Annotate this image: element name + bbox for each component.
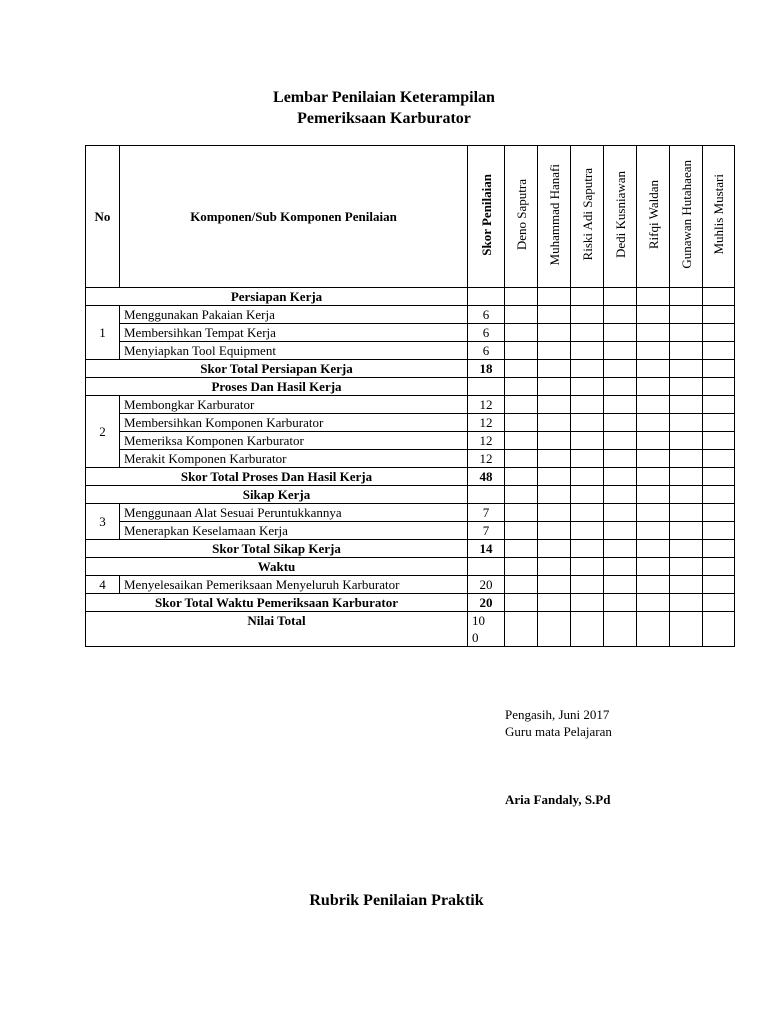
student-score-cell — [703, 288, 735, 306]
student-score-cell — [670, 414, 703, 432]
student-score-cell — [604, 342, 637, 360]
section-total-score: 20 — [468, 594, 505, 612]
student-score-cell — [637, 342, 670, 360]
row-number: 1 — [86, 306, 120, 360]
criterion-score: 7 — [468, 504, 505, 522]
section-heading: Waktu — [86, 558, 468, 576]
student-score-cell — [571, 612, 604, 647]
signature-place-date: Pengasih, Juni 2017 — [505, 707, 610, 722]
criterion-label: Menggunaan Alat Sesuai Peruntukkannya — [120, 504, 468, 522]
student-score-cell — [604, 288, 637, 306]
student-score-cell — [505, 612, 538, 647]
student-score-cell — [505, 414, 538, 432]
student-score-cell — [703, 342, 735, 360]
student-score-cell — [538, 522, 571, 540]
student-score-cell — [538, 594, 571, 612]
student-score-cell — [571, 558, 604, 576]
student-score-cell — [604, 612, 637, 647]
criterion-label: Memeriksa Komponen Karburator — [120, 432, 468, 450]
student-score-cell — [571, 396, 604, 414]
section-total-score: 18 — [468, 360, 505, 378]
section-heading-score — [468, 486, 505, 504]
section-total-label: Skor Total Proses Dan Hasil Kerja — [86, 468, 468, 486]
student-score-cell — [571, 594, 604, 612]
section-heading-score — [468, 378, 505, 396]
student-score-cell — [670, 468, 703, 486]
student-score-cell — [604, 324, 637, 342]
student-score-cell — [538, 342, 571, 360]
student-score-cell — [670, 288, 703, 306]
student-score-cell — [703, 468, 735, 486]
student-score-cell — [604, 522, 637, 540]
student-score-cell — [571, 504, 604, 522]
student-score-cell — [637, 414, 670, 432]
student-score-cell — [538, 576, 571, 594]
student-score-cell — [538, 288, 571, 306]
header-student: Muhlis Mustari — [703, 146, 735, 288]
student-score-cell — [505, 594, 538, 612]
student-score-cell — [538, 306, 571, 324]
header-student: Muhammad Hanafi — [538, 146, 571, 288]
table-row — [86, 504, 735, 522]
student-score-cell — [538, 540, 571, 558]
student-score-cell — [703, 486, 735, 504]
criterion-label: Menggunakan Pakaian Kerja — [120, 306, 468, 324]
student-score-cell — [538, 486, 571, 504]
student-score-cell — [637, 396, 670, 414]
student-score-cell — [505, 306, 538, 324]
table-row — [86, 414, 735, 432]
student-score-cell — [538, 378, 571, 396]
criterion-label: Membersihkan Komponen Karburator — [120, 414, 468, 432]
assessment-table — [85, 145, 735, 647]
student-score-cell — [604, 414, 637, 432]
section-heading-score — [468, 558, 505, 576]
student-score-cell — [637, 576, 670, 594]
grand-total-label: Nilai Total — [86, 612, 468, 647]
student-score-cell — [637, 324, 670, 342]
student-score-cell — [703, 594, 735, 612]
criterion-score: 12 — [468, 432, 505, 450]
student-score-cell — [637, 540, 670, 558]
section-heading: Proses Dan Hasil Kerja — [86, 378, 468, 396]
student-score-cell — [670, 486, 703, 504]
student-score-cell — [604, 396, 637, 414]
student-score-cell — [604, 504, 637, 522]
section-total-label: Skor Total Sikap Kerja — [86, 540, 468, 558]
student-score-cell — [571, 540, 604, 558]
student-score-cell — [670, 612, 703, 647]
student-score-cell — [538, 612, 571, 647]
student-score-cell — [670, 360, 703, 378]
table-row — [86, 342, 735, 360]
criterion-score: 7 — [468, 522, 505, 540]
student-score-cell — [670, 558, 703, 576]
student-score-cell — [703, 378, 735, 396]
student-score-cell — [571, 324, 604, 342]
student-score-cell — [505, 468, 538, 486]
student-score-cell — [571, 306, 604, 324]
student-score-cell — [505, 504, 538, 522]
student-score-cell — [604, 378, 637, 396]
student-score-cell — [703, 396, 735, 414]
document-title: Lembar Penilaian Keterampilan — [273, 89, 495, 106]
student-score-cell — [538, 558, 571, 576]
student-score-cell — [505, 342, 538, 360]
student-score-cell — [637, 504, 670, 522]
student-score-cell — [571, 576, 604, 594]
student-score-cell — [703, 414, 735, 432]
header-student: Gunawan Hutahaean — [670, 146, 703, 288]
grand-total-score — [468, 612, 505, 647]
student-score-cell — [505, 450, 538, 468]
student-score-cell — [670, 504, 703, 522]
criterion-score: 12 — [468, 396, 505, 414]
student-score-cell — [538, 396, 571, 414]
student-score-cell — [505, 522, 538, 540]
student-score-cell — [670, 432, 703, 450]
section-heading-row — [86, 288, 735, 306]
section-heading-row — [86, 486, 735, 504]
rubrik-title: Rubrik Penilaian Praktik — [309, 892, 484, 909]
student-score-cell — [505, 288, 538, 306]
header-student: Dedi Kusniawan — [604, 146, 637, 288]
header-no: No — [86, 146, 120, 288]
table-row — [86, 576, 735, 594]
student-score-cell — [505, 558, 538, 576]
student-score-cell — [571, 468, 604, 486]
row-number: 2 — [86, 396, 120, 468]
signature-role: Guru mata Pelajaran — [505, 724, 612, 739]
student-score-cell — [538, 504, 571, 522]
grand-total-score-line1: 10 — [472, 613, 485, 628]
student-score-cell — [505, 324, 538, 342]
student-score-cell — [538, 468, 571, 486]
student-score-cell — [637, 360, 670, 378]
student-score-cell — [637, 450, 670, 468]
student-score-cell — [670, 450, 703, 468]
student-score-cell — [604, 576, 637, 594]
student-score-cell — [670, 306, 703, 324]
criterion-score: 12 — [468, 414, 505, 432]
header-student: Deno Saputra — [505, 146, 538, 288]
student-score-cell — [505, 576, 538, 594]
student-score-cell — [604, 306, 637, 324]
signature-name: Aria Fandaly, S.Pd — [505, 792, 611, 807]
row-number: 3 — [86, 504, 120, 540]
student-score-cell — [703, 540, 735, 558]
student-score-cell — [637, 378, 670, 396]
student-score-cell — [571, 342, 604, 360]
section-total-row — [86, 468, 735, 486]
student-score-cell — [703, 504, 735, 522]
student-score-cell — [637, 594, 670, 612]
criterion-label: Merakit Komponen Karburator — [120, 450, 468, 468]
document-subtitle: Pemeriksaan Karburator — [297, 110, 471, 127]
student-score-cell — [505, 396, 538, 414]
header-student: Riski Adi Saputra — [571, 146, 604, 288]
student-score-cell — [637, 306, 670, 324]
student-score-cell — [703, 612, 735, 647]
student-score-cell — [571, 450, 604, 468]
table-row — [86, 522, 735, 540]
student-score-cell — [703, 324, 735, 342]
criterion-label: Menerapkan Keselamaan Kerja — [120, 522, 468, 540]
student-score-cell — [703, 450, 735, 468]
student-score-cell — [604, 558, 637, 576]
section-heading-row — [86, 558, 735, 576]
student-score-cell — [670, 396, 703, 414]
student-score-cell — [505, 432, 538, 450]
student-score-cell — [670, 378, 703, 396]
student-score-cell — [703, 522, 735, 540]
student-score-cell — [538, 324, 571, 342]
header-row — [86, 146, 735, 288]
table-row — [86, 396, 735, 414]
student-score-cell — [571, 522, 604, 540]
student-score-cell — [571, 432, 604, 450]
section-total-label: Skor Total Waktu Pemeriksaan Karburator — [86, 594, 468, 612]
header-student: Rifqi Waldan — [637, 146, 670, 288]
student-score-cell — [703, 306, 735, 324]
student-score-cell — [571, 360, 604, 378]
section-heading: Persiapan Kerja — [86, 288, 468, 306]
student-score-cell — [604, 540, 637, 558]
criterion-score: 6 — [468, 324, 505, 342]
criterion-score: 12 — [468, 450, 505, 468]
student-score-cell — [571, 378, 604, 396]
header-skor: Skor Penilaian — [468, 146, 505, 288]
student-score-cell — [604, 360, 637, 378]
student-score-cell — [505, 540, 538, 558]
student-score-cell — [703, 558, 735, 576]
student-score-cell — [538, 450, 571, 468]
student-score-cell — [604, 450, 637, 468]
student-score-cell — [604, 468, 637, 486]
student-score-cell — [637, 432, 670, 450]
table-row — [86, 432, 735, 450]
student-score-cell — [538, 360, 571, 378]
section-total-score: 48 — [468, 468, 505, 486]
student-score-cell — [604, 486, 637, 504]
criterion-label: Menyiapkan Tool Equipment — [120, 342, 468, 360]
student-score-cell — [670, 594, 703, 612]
section-heading: Sikap Kerja — [86, 486, 468, 504]
student-score-cell — [637, 558, 670, 576]
criterion-score: 6 — [468, 306, 505, 324]
table-row — [86, 450, 735, 468]
student-score-cell — [538, 414, 571, 432]
student-score-cell — [637, 612, 670, 647]
student-score-cell — [538, 432, 571, 450]
section-heading-row — [86, 378, 735, 396]
student-score-cell — [571, 486, 604, 504]
student-score-cell — [670, 342, 703, 360]
row-number: 4 — [86, 576, 120, 594]
student-score-cell — [571, 414, 604, 432]
criterion-score: 20 — [468, 576, 505, 594]
section-total-row — [86, 360, 735, 378]
student-score-cell — [571, 288, 604, 306]
grand-total-row — [86, 612, 735, 647]
student-score-cell — [703, 576, 735, 594]
student-score-cell — [505, 378, 538, 396]
section-total-row — [86, 594, 735, 612]
section-heading-score — [468, 288, 505, 306]
criterion-label: Membersihkan Tempat Kerja — [120, 324, 468, 342]
student-score-cell — [637, 288, 670, 306]
student-score-cell — [637, 522, 670, 540]
section-total-row — [86, 540, 735, 558]
section-total-label: Skor Total Persiapan Kerja — [86, 360, 468, 378]
grand-total-score-line2: 0 — [472, 630, 479, 645]
student-score-cell — [505, 486, 538, 504]
student-score-cell — [670, 324, 703, 342]
student-score-cell — [637, 468, 670, 486]
criterion-label: Menyelesaikan Pemeriksaan Menyeluruh Karburator — [120, 576, 468, 594]
student-score-cell — [670, 522, 703, 540]
student-score-cell — [703, 432, 735, 450]
header-komponen: Komponen/Sub Komponen Penilaian — [120, 146, 468, 288]
student-score-cell — [703, 360, 735, 378]
student-score-cell — [505, 360, 538, 378]
student-score-cell — [670, 540, 703, 558]
criterion-score: 6 — [468, 342, 505, 360]
table-row — [86, 324, 735, 342]
student-score-cell — [604, 594, 637, 612]
criterion-label: Membongkar Karburator — [120, 396, 468, 414]
student-score-cell — [604, 432, 637, 450]
table-row — [86, 306, 735, 324]
student-score-cell — [637, 486, 670, 504]
section-total-score: 14 — [468, 540, 505, 558]
student-score-cell — [670, 576, 703, 594]
